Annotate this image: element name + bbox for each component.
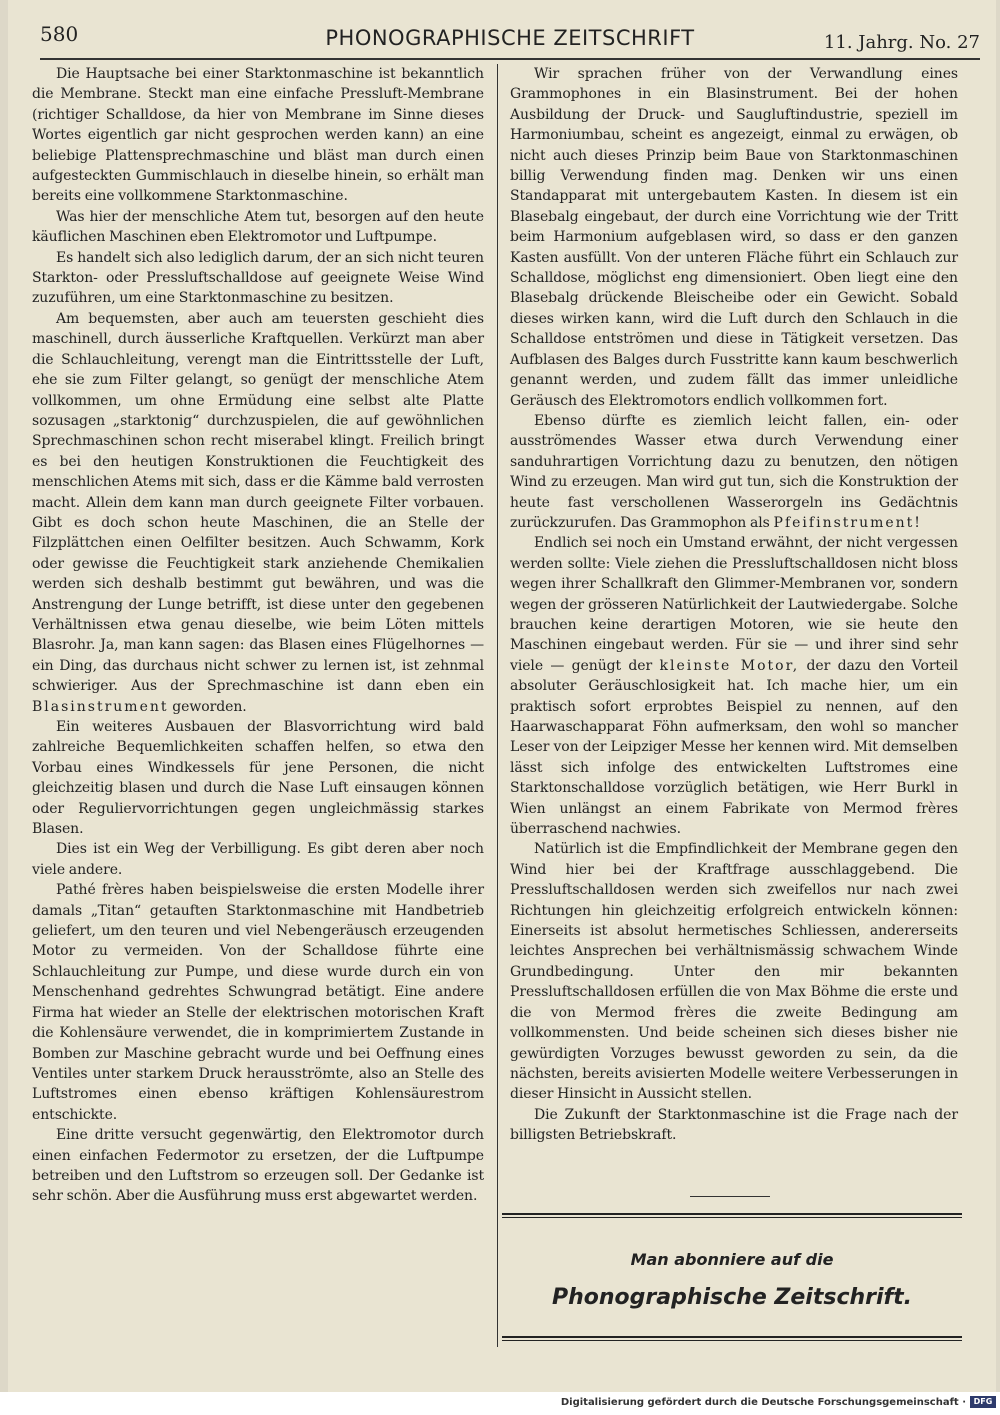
advert-line-1: Man abonniere auf die: [630, 1250, 834, 1269]
paragraph-text: geworden.: [172, 698, 247, 715]
paragraph: Eine dritte versucht gegenwärtig, den Elektromotor durch einen einfachen Federmotor zu ersetzen, der die Luftpumpe betreiben und den Luftstrom so erzeugen soll. Der Gedanke ist sehr schön. Aber die Ausführung muss erst abgewartet werden.: [32, 1127, 484, 1205]
paragraph: Die Hauptsache bei einer Starktonmaschine ist bekanntlich die Membrane. Steckt man eine einfache Pressluft-Membrane (richtiger Schalldose, da hier von Membrane im Sinne dieses Wortes eigentlich gar nicht gesprochen werden kann) an eine beliebige Plattensprechmaschine und bläst man durch einen aufgesteckten Gummischlauch in dieselbe hinein, so erhält man bereits eine vollkommene Starktonmaschine.: [32, 66, 484, 205]
paragraph: Dies ist ein Weg der Verbilligung. Es gibt deren aber noch viele andere.: [32, 841, 484, 878]
page-number: 580: [40, 22, 79, 46]
paragraph: Was hier der menschliche Atem tut, besorgen auf den heute käuflichen Maschinen eben Elektromotor und Luftpumpe.: [32, 208, 484, 246]
dfg-logo-icon: DFG: [970, 1396, 996, 1408]
paragraph: Pathé frères haben beispielsweise die ersten Modelle ihrer damals „Titan“ getauften Starktonmaschine mit Handbetrieb geliefert, um den teuren und viel Nebengeräusch erzeugenden Motor zu vermeiden. Von der Schalldose führte eine Schlauchleitung zur Pumpe, und diese wurde durch ein von Menschenhand gedrehtes Schwungrad betätigt. Eine andere Firma hat wieder an Stelle der elektrischen motorischen Kraft die Kohlensäure verwendet, die in komprimiertem Zustande in Bomben zur Maschine gebracht wurde und bei Oeffnung eines Ventiles unter starkem Druck herausströmte, also an Stelle des Luftstromes einen ebenso kräftigen Kohlensäurestrom entschickte.: [32, 882, 484, 1123]
advert-rule-bottom: [502, 1336, 962, 1338]
paragraph: [510, 533, 958, 839]
footer-text: Digitalisierung gefördert durch die Deutsche Forschungsgemeinschaft ·: [560, 1397, 966, 1408]
issue-info: 11. Jahrg. No. 27: [823, 32, 980, 53]
page-header: [40, 18, 980, 60]
paragraph-text: Am bequemsten, aber auch am teuersten geschieht dies maschinell, durch äusserliche Kraftquellen. Verkürzt man aber die Schlauchleitung, verengt man die Eintrittsstelle der Luft, ehe sie zum Filter gelangt, so genügt der menschliche Atem vollkommen, um ohne Ermüdung eine selbst alte Platte sozusagen „starktonig“ durchzuspielen, die auf gewöhnlichen Sprechmaschinen schon recht miserabel klingt. Freilich bringt es bei den heutigen Konstruktionen die Feuchtigkeit des menschlichen Atems mit sich, dass er die Kämme bald verrosten macht. Allein dem kann man durch geeignete Filter vorbauen. Gibt es doch schon heute Maschinen, die an Stelle der Filzplättchen einen Oelfilter besitzen. Auch Schwamm, Kork oder gewisse die Feuchtigkeit stark anziehende Chemikalien werden sich deshalb bestimmt gut bewähren, und was die Anstrengung der Lunge betrifft, ist diese unter den gegebenen Verhältnissen etwa genau dieselbe, wie beim Löten mittels Blasrohr. Ja, man kann sagen: das Blasen eines Flügelhornes — ein Ding, das durchaus nicht schwer zu lernen ist, ist zehnmal schwieriger. Aus der Sprechmaschine ist dann eben ein: [32, 310, 484, 695]
paragraph-text: Ebenso dürfte es ziemlich leicht fallen, ein- oder ausströmendes Wasser etwa durch Verwendung einer sanduhrartigen Vorrichtung dazu zu benutzen, den nötigen Wind zu erzeugen. Man wird gut tun, sich die Konstruktion der heute fast verschollenen Wasserorgeln ins Gedächtnis zurückzurufen. Das Grammophon als: [510, 412, 958, 531]
journal-title: PHONOGRAPHISCHE ZEITSCHRIFT: [325, 26, 695, 50]
emphasis-text: Pfeifinstrument!: [773, 514, 922, 531]
advert-rule-top: [502, 1213, 962, 1215]
paragraph-text: der dazu den Vorteil absoluter Geräuschlosigkeit hat. Ich mache hier, um ein praktisch sofort erprobtes Beispiel zu nennen, auf den Haarwaschapparat Föhn aufmerksam, den wohl so mancher Leser von der Leipziger Messe her kennen wird. Mit demselben lässt sich infolge des entwickelten Luftstromes eine Starktonschalldose vorzüglich betätigen, wie Herr Burkl in Wien unlängst an einem Fabrikate von Mermod frères überraschend nachwies.: [510, 657, 958, 838]
advert-rule-top-thin: [502, 1217, 962, 1218]
paragraph: Es handelt sich also lediglich darum, der an sich nicht teuren Starkton- oder Pressluftschalldose auf geeignete Weise Wind zuzuführen, um eine Starktonmaschine zu besitzen.: [32, 249, 484, 307]
column-divider: [497, 64, 498, 1347]
paragraph: [510, 411, 958, 533]
paragraph: Wir sprachen früher von der Verwandlung eines Grammophones in ein Blasinstrument. Bei der hohen Ausbildung der Druck- und Saugluftindustrie, speziell im Harmoniumbau, scheint es angezeigt, einmal zu erwägen, ob nicht auch dieses Prinzip beim Baue von Starktonmaschinen billig Verwendung finden mag. Denken wir uns einen Standapparat mit untergebautem Kasten. In diesem ist ein Blasebalg eingebaut, der durch eine Vorrichtung wie der Tritt beim Harmonium aufgeblasen wird, so dass er den ganzen Kasten ausfüllt. Von der unteren Fläche führt ein Schlauch zur Schalldose, möglichst eng dimensioniert. Oben liegt eine den Blasebalg drückende Bleischeibe oder ein Gewicht. Sobald dieses wirken kann, wird die Luft durch den Schlauch in die Schalldose entströmen und diese in Tätigkeit versetzen. Das Aufblasen des Balges durch Fusstritte kann kaum beschwerlich genannt werden, und zudem fällt das immer unleidliche Geräusch des Elektromotors endlich vollkommen fort.: [510, 66, 958, 409]
advert-line-2: Phonographische Zeitschrift.: [551, 1285, 912, 1310]
emphasis-text: Blasinstrument: [32, 698, 169, 715]
left-column: [32, 64, 484, 1354]
article-end-rule: [690, 1196, 770, 1197]
paragraph: Ein weiteres Ausbauen der Blasvorrichtung wird bald zahlreiche Bequemlichkeiten schaffen helfen, so etwa den Vorbau eines Windkessels für jene Personen, die nicht gleichzeitig blasen und durch die Nase Luft einsaugen können oder Reguliervorrichtungen gegen ungleichmässig starkes Blasen.: [32, 719, 484, 838]
paragraph-text: Endlich sei noch ein Umstand erwähnt, der nicht vergessen werden sollte: Viele ziehen die Pressluftschalldosen nicht bloss wegen ihrer Schallkraft den Glimmer-Membranen vor, sondern wegen der grösseren Natürlichkeit der Lautwiedergabe. Solche brauchen keine derartigen Motoren, wie sie heute den Maschinen eingebaut werden. Für sie — und ihrer sind sehr viele — genügt der: [510, 535, 958, 674]
paragraph: Die Zukunft der Starktonmaschine ist die Frage nach der billigsten Betriebskraft.: [510, 1106, 958, 1144]
emphasis-text: kleinste Motor,: [659, 657, 800, 674]
advert-rule-bottom-thin: [502, 1340, 962, 1341]
digitization-footer: [0, 1392, 1000, 1415]
paragraph: [32, 309, 484, 717]
right-column: [510, 64, 958, 1146]
paragraph: Natürlich ist die Empfindlichkeit der Membrane gegen den Wind hier bei der Kraftfrage ausschlaggebend. Die Pressluftschalldosen werden sich zweifellos nur nach zwei Richtungen hin gleichzeitig erfolgreich entwickeln können: Einerseits ist absolut hermetisches Schliessen, andererseits leichtes Ansprechen bei verhältnismässig schwachem Winde Grundbedingung. Unter den mir bekannten Pressluftschalldosen erfüllen die von Max Böhme die erste und die von Mermod frères die zweite Bedingung am vollkommensten. Und beide scheinen sich dieses bisher nie gewürdigten Vorzuges bewusst geworden zu sein, da die nächsten, bereits avisierten Modelle weitere Verbesserungen in dieser Hinsicht in Aussicht stellen.: [510, 841, 958, 1103]
